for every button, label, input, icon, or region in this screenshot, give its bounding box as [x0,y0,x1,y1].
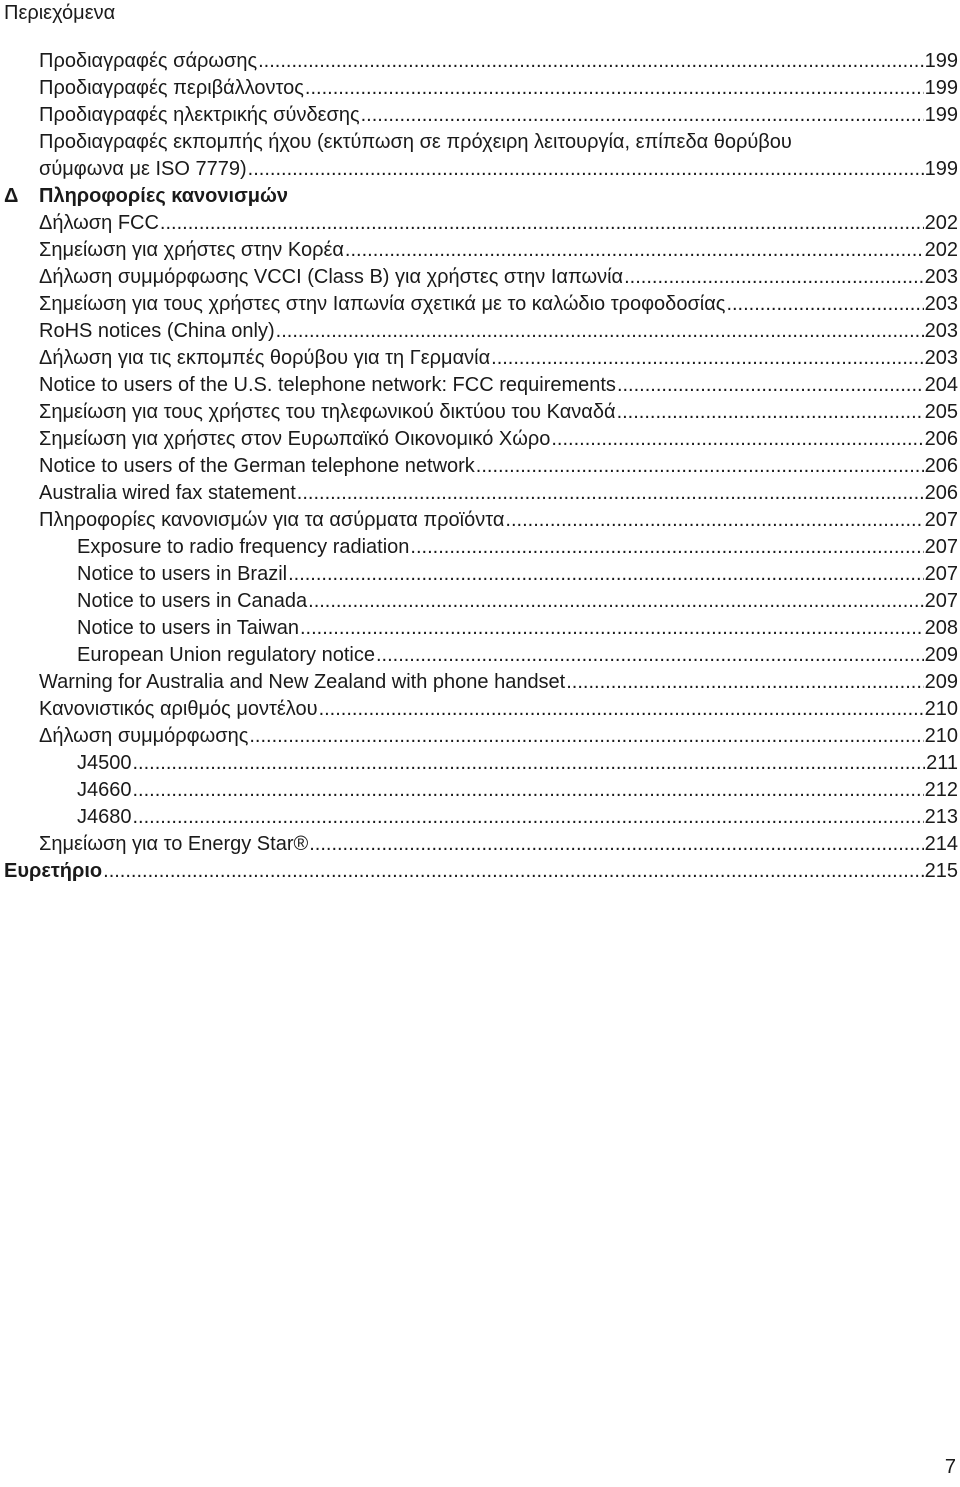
dot-leader [617,372,924,399]
toc-entry-page: 203 [924,266,958,288]
toc-entry-page: 204 [924,374,958,396]
toc-entry-page: 215 [924,860,958,882]
toc-entry-title: Δήλωση για τις εκπομπές θορύβου για τη Γερμανία [39,347,491,369]
dot-leader [345,237,924,264]
toc-entry-title: European Union regulatory notice [77,644,375,666]
toc-entry-title: Προδιαγραφές ηλεκτρικής σύνδεσης [39,104,360,126]
toc-entry-page: 214 [924,833,958,855]
toc-entry-page: 203 [924,320,958,342]
toc-entry-page: 212 [924,779,958,801]
dot-leader [297,480,924,507]
section-title: Πληροφορίες κανονισμών [39,185,289,207]
toc-entry-page: 207 [924,536,958,558]
toc-entry[interactable] [0,453,960,480]
toc-entry-title: Δήλωση συμμόρφωσης VCCI (Class B) για χρήστες στην Ιαπωνία [39,266,624,288]
toc-entry-title: Δήλωση FCC [39,212,159,234]
toc-subentry[interactable] [0,615,960,642]
toc-entry-page: 206 [924,428,958,450]
dot-leader [505,507,923,534]
toc-entry-page: 199 [924,50,958,72]
dot-leader [566,669,923,696]
toc-entry-page: 203 [924,347,958,369]
toc-entry-title: Notice to users in Taiwan [77,617,299,639]
toc-entry-title-line1: Προδιαγραφές εκπομπής ήχου (εκτύπωση σε πρόχειρη λειτουργία, επίπεδα θορύβου [39,131,792,153]
dot-leader [248,156,924,183]
dot-leader [376,642,924,669]
toc-entry[interactable] [0,291,960,318]
dot-leader [133,804,924,831]
toc-entry-page: 207 [924,590,958,612]
dot-leader [726,291,923,318]
dot-leader [617,399,924,426]
toc-entry[interactable] [0,102,960,129]
toc-entry-page: 199 [924,104,958,126]
dot-leader [103,858,923,885]
toc-entry-page: 203 [924,293,958,315]
dot-leader [133,777,924,804]
toc-entry[interactable] [0,480,960,507]
toc-entry-title: Πληροφορίες κανονισμών για τα ασύρματα προϊόντα [39,509,505,531]
toc-header: Περιεχόμενα [4,2,116,24]
toc-entry-page: 206 [924,482,958,504]
toc-entry[interactable] [0,372,960,399]
toc-entry[interactable] [0,75,960,102]
toc-entry-title: Exposure to radio frequency radiation [77,536,410,558]
toc-entry-title: RoHS notices (China only) [39,320,275,342]
dot-leader [624,264,924,291]
toc-entry-page: 207 [924,509,958,531]
dot-leader [258,48,924,75]
toc-entry-title: Notice to users of the U.S. telephone network: FCC requirements [39,374,616,396]
toc-entry[interactable] [0,48,960,75]
toc-section-heading[interactable] [0,183,960,210]
toc-entry[interactable] [0,669,960,696]
toc-entry-page: 208 [924,617,958,639]
dot-leader [300,615,924,642]
toc-subentry[interactable] [0,777,960,804]
toc-entry-title: J4660 [77,779,132,801]
toc-entry-page: 213 [924,806,958,828]
toc-entry[interactable] [0,210,960,237]
dot-leader [133,750,926,777]
toc-entry-title-line2: σύμφωνα με ISO 7779) [39,158,247,180]
dot-leader [276,318,924,345]
dot-leader [319,696,924,723]
toc-entry[interactable] [0,723,960,750]
toc-index-entry[interactable] [0,858,960,885]
toc-entry-title: J4500 [77,752,132,774]
toc-entry[interactable] [0,399,960,426]
toc-entry-title: Σημείωση για το Energy Star® [39,833,309,855]
toc-entry[interactable] [0,426,960,453]
toc-entry[interactable] [0,831,960,858]
toc-entry-page: 202 [924,239,958,261]
toc-subentry[interactable] [0,534,960,561]
toc-entry-title: Ευρετήριο [4,860,103,882]
toc-entry-page: 211 [926,752,958,774]
table-of-contents [0,48,960,885]
toc-entry-title: Κανονιστικός αριθμός μοντέλου [39,698,318,720]
toc-entry-page: 202 [924,212,958,234]
toc-entry-title: Notice to users of the German telephone network [39,455,475,477]
toc-entry-title: Σημείωση για χρήστες στην Κορέα [39,239,344,261]
dot-leader [361,102,924,129]
toc-entry-title: Προδιαγραφές σάρωσης [39,50,258,72]
dot-leader [309,831,923,858]
toc-entry[interactable] [0,345,960,372]
dot-leader [476,453,924,480]
section-marker: Δ [4,185,19,207]
toc-subentry[interactable] [0,642,960,669]
toc-entry[interactable] [0,237,960,264]
toc-entry-wrapped[interactable] [0,129,960,183]
toc-entry[interactable] [0,507,960,534]
toc-entry-title: Σημείωση για τους χρήστες στην Ιαπωνία σχετικά με το καλώδιο τροφοδοσίας [39,293,726,315]
toc-entry-title: Warning for Australia and New Zealand with phone handset [39,671,566,693]
dot-leader [249,723,923,750]
toc-entry-page: 207 [924,563,958,585]
toc-entry-title: Σημείωση για τους χρήστες του τηλεφωνικού δικτύου του Καναδά [39,401,616,423]
toc-entry-title: Σημείωση για χρήστες στον Ευρωπαϊκό Οικονομικό Χώρο [39,428,551,450]
toc-entry-title: Δήλωση συμμόρφωσης [39,725,249,747]
toc-entry[interactable] [0,264,960,291]
toc-entry-page: 210 [924,725,958,747]
toc-subentry[interactable] [0,750,960,777]
dot-leader [288,561,924,588]
toc-entry-page: 199 [924,77,958,99]
toc-entry-title: Notice to users in Brazil [77,563,288,585]
toc-entry-title: Προδιαγραφές περιβάλλοντος [39,77,304,99]
toc-entry-page: 210 [924,698,958,720]
toc-entry-page: 206 [924,455,958,477]
dot-leader [160,210,924,237]
toc-entry-title: J4680 [77,806,132,828]
toc-entry-page: 199 [924,158,958,180]
toc-subentry[interactable] [0,804,960,831]
toc-subentry[interactable] [0,588,960,615]
toc-entry[interactable] [0,318,960,345]
dot-leader [410,534,923,561]
toc-entry-page: 205 [924,401,958,423]
dot-leader [491,345,923,372]
page-number: 7 [944,1456,956,1478]
dot-leader [551,426,923,453]
toc-subentry[interactable] [0,561,960,588]
toc-entry[interactable] [0,696,960,723]
dot-leader [305,75,924,102]
toc-entry-title: Australia wired fax statement [39,482,296,504]
toc-entry-page: 209 [924,644,958,666]
toc-entry-page: 209 [924,671,958,693]
toc-entry-title: Notice to users in Canada [77,590,308,612]
dot-leader [308,588,923,615]
